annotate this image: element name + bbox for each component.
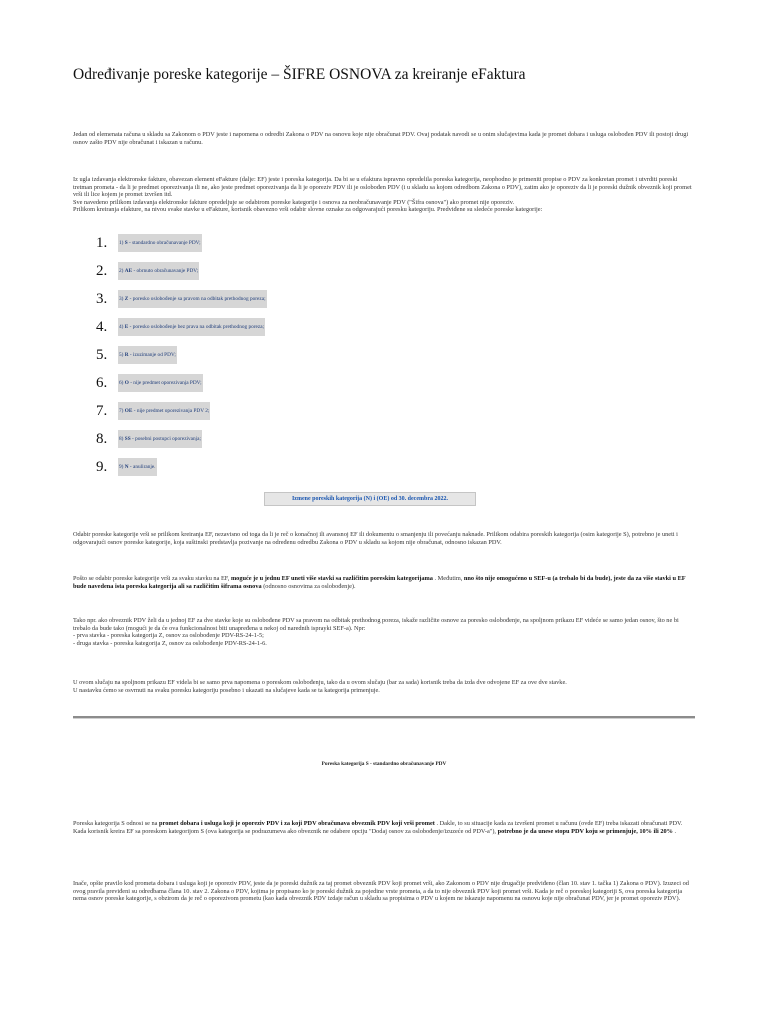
category-selection-paragraph: Odabir poreske kategorije vrši se prilikom kreiranja EF, nezavisno od toga da li je reč o konačnoj ili avansnoj EF ili dokumentu o smanjenju ili povećanju naknade. Prilikom odabira poreskih kategorija (osim kategorije S), potrebno je uneti i odgovarajući osnov poreske kategorije, koja suštinski predstavlja pozivanje na određenu odredbu Zakona o PDV u skladu sa kojom nije obračunat, odnosno iskazan PDV. [73, 531, 678, 546]
multiple-items-bold-1: moguće je u jednu EF uneti više stavki sa različitim poreskim kategorijama [230, 575, 433, 582]
multiple-items-text-2: . Međutim, [432, 575, 464, 582]
category-prefix: 6) [119, 380, 124, 386]
page-title: Određivanje poreske kategorije – ŠIFRE OSNOVA za kreiranje eFaktura [73, 66, 526, 83]
category-code: Z [124, 296, 129, 302]
multiple-items-text-1: Pošto se odabir poreske kategorije vrši za svaku stavku na EF, [73, 575, 231, 582]
category-description: - anuliranje. [129, 464, 156, 470]
tax-category-link[interactable] [118, 290, 267, 308]
e-invoice-text-2: Sve navedeno prilikom izdavanja elektronske fakture opredeljuje se odabirom poreske kategorije i osnova za neobračunavanje PDV ("Šifra osnova") ako promet nije oporeziv. [73, 198, 515, 206]
category-description: - obrnuto obračunavanje PDV; [133, 268, 199, 274]
category-code: R [124, 352, 129, 358]
e-invoice-paragraph [73, 176, 695, 214]
tax-category-link[interactable] [118, 318, 265, 336]
list-number: 5. [96, 346, 108, 363]
e-invoice-text-1: Iz ugla izdavanja elektronske fakture, obavezan element eFakture (dalje: EF) jeste i poreska kategorija. Da bi se u efaktura ispravno opredelila poreska kategorija, neophodno je primeniti propise o PDV za konkretan promet i utvrditi poreski tretman prometa - da li je predmet oporezivanja ili ne, ako jeste predmet oporezivanja da li je oporeziv PDV ili je oslobođen PDV (i u skladu sa kojom odredbom Zakona o PDV), zatim ako je oporeziv da li je poreski dužnik obveznik koji promet vrši ili lice kojem je promet izvršen itd. [73, 176, 692, 199]
category-code: OE [124, 408, 133, 414]
amendment-link[interactable]: Izmene poreskih kategorija (N) i (OE) od 30. decembra 2022. [264, 492, 476, 506]
category-prefix: 4) [119, 324, 124, 330]
category-description: - poresko oslobođenje sa pravom na odbitak prethodnog poreza; [129, 296, 266, 302]
example-text-2: - prva stavka - poreska kategorija Z, osnov za oslobođenje PDV-RS-24-1-5; [73, 632, 264, 640]
section-divider [73, 716, 695, 719]
conclusion-text-1: U ovom slučaju na spoljnom prikazu EF videla bi se samo prva napomena o poreskom oslobođenju, tako da u ovom slučaju (bar za sada) korisnik treba da izda dve odvojene EF za ove dve stavke. [73, 679, 567, 686]
category-description: - izuzimanje od PDV; [129, 352, 176, 358]
category-description: - standardno obračunavanje PDV; [129, 240, 201, 246]
tax-category-item [96, 397, 267, 425]
category-code: N [124, 464, 129, 470]
list-number: 6. [96, 374, 108, 391]
category-code: O [124, 380, 129, 386]
list-number: 9. [96, 458, 108, 475]
category-prefix: 1) [119, 240, 124, 246]
category-description: - nije predmet oporezivanja PDV 2; [133, 408, 210, 414]
tax-category-item [96, 369, 267, 397]
tax-category-link[interactable] [118, 234, 202, 252]
list-number: 3. [96, 290, 108, 307]
category-description: - posebni postupci oporezivanja; [131, 436, 201, 442]
list-number: 4. [96, 318, 108, 335]
tax-category-link[interactable] [118, 346, 177, 364]
category-s-text-2: . Dakle, to su situacije kada za izvršeni promet u računu (ovde EF) treba iskazati obračunati PDV. [434, 820, 683, 827]
category-s-paragraph [73, 820, 695, 835]
list-number: 1. [96, 234, 108, 251]
general-rule-paragraph: Inače, opšte pravilo kod prometa dobara i usluga koji je oporeziv PDV, jeste da je poreski dužnik za taj promet obveznik PDV koji promet vrši, ako Zakonom o PDV nije drugačije predviđeno (član 10. stav 1. tačka 1) Zakona o PDV). Izuzeci od ovog pravila previđeni su odredbama člana 10. stav 2. Zakona o PDV, kojima je propisano ko je poreski dužnik za pojedine vrste prometa, a da to nije obveznik PDV koji promet vrši. Kada je reč o poreskoj kategoriji S, ova poreska kategorija nema osnov poreske kategorije, s obzirom da je reč o oporezivom prometu (kao kada obveznik PDV izdaje račun u skladu sa propisima o PDV u kojem ne iskazuje napomenu na osnovu koje nije obračunat PDV, jer je promet oporeziv PDV). [73, 880, 689, 903]
category-s-text-4: . [672, 827, 677, 835]
category-code: AE [124, 268, 133, 274]
list-number: 8. [96, 430, 108, 447]
tax-category-link[interactable] [118, 374, 203, 392]
category-code: SS [124, 436, 131, 442]
multiple-items-paragraph [73, 575, 695, 590]
category-prefix: 7) [119, 408, 124, 414]
category-prefix: 9) [119, 464, 124, 470]
category-prefix: 3) [119, 296, 124, 302]
tax-category-item [96, 285, 267, 313]
tax-category-item [96, 453, 267, 481]
tax-category-list [96, 229, 267, 481]
list-number: 7. [96, 402, 108, 419]
conclusion-paragraph [73, 679, 695, 694]
category-description: - poresko oslobođenje bez prava na odbitak prethodnog poreza; [129, 324, 265, 330]
category-prefix: 5) [119, 352, 124, 358]
category-code: E [124, 324, 129, 330]
tax-category-item [96, 313, 267, 341]
category-s-bold-1: promet dobara i usluga koji je oporeziv PDV i za koji PDV obračunava obveznik PDV koji vrši promet [159, 820, 435, 827]
multiple-items-bold-2: nno što nije omogućeno u SEF-u (a trebalo bi da bude), jeste da za više stavki u EF bude navedena ista poreska kategorija ali sa različitim šiframa osnova [73, 575, 686, 590]
tax-category-item [96, 257, 267, 285]
tax-category-link[interactable] [118, 458, 157, 476]
category-prefix: 8) [119, 436, 124, 442]
conclusion-text-2: U nastavku ćemo se osvrnuti na svaku poresku kategoriju posebno i ukazati na slučajeve kada se ta kategorija primenjuje. [73, 686, 380, 694]
example-text-1: Tako npr. ako obveznik PDV želi da u jednoj EF za dve stavke koje su oslobođene PDV sa pravom na odbitak prethodnog poreza, iskaže različite osnove za poresko oslobođenje, na spoljnom prikazu EF videće se samo jedan osnov, što ne bi trebalo da bude tako (mogući je da će ova funkcionalnost biti unapređena u nekoj od narednih isprayki SEF-a). Npr: [73, 617, 679, 632]
category-s-bold-2: potrebno je da unese stopu PDV koju se primenjuje, 10% ili 20% [497, 827, 673, 835]
example-text-3: - druga stavka - poreska kategorija Z, osnov za oslobođenje PDV-RS-24-1-6. [73, 639, 267, 647]
example-paragraph [73, 617, 695, 647]
section-heading: Poreska kategorija S - standardno obračunavanje PDV [321, 761, 447, 767]
category-code: S [124, 240, 128, 246]
category-s-text-3: Kada korisnik kreira EF sa poreskom kategorijom S (ova kategorija se podrazumeva ako obveznik ne odabere opciju "Dodaj osnov za oslobođenje/izuzeće od PDV-a"), [73, 827, 498, 835]
tax-category-item [96, 341, 267, 369]
multiple-items-text-3: (odnosno osnovima za oslobođenje). [261, 582, 356, 590]
category-s-text-1: Poreska kategorija S odnosi se na [73, 820, 160, 827]
tax-category-link[interactable] [118, 430, 202, 448]
tax-category-link[interactable] [118, 262, 199, 280]
category-description: - nije predmet oporezivanja PDV; [130, 380, 202, 386]
tax-category-link[interactable] [118, 402, 210, 420]
e-invoice-text-3: Prilikom kreiranja efakture, na nivou svake stavke u eFakture, korisnik obavezno vrši odabir slovne oznake za odgovarajući poresku kategoriju. Predviđene su sledeće poreske kategorije: [73, 206, 543, 214]
tax-category-item [96, 425, 267, 453]
list-number: 2. [96, 262, 108, 279]
category-prefix: 2) [119, 268, 124, 274]
intro-paragraph: Jedan od elemenata računa u skladu sa Zakonom o PDV jeste i napomena o odredbi Zakona o PDV na osnovu koje nije obračunat PDV. Ovaj podatak navodi se u onim slučajevima kada je promet dobara i usluga oslobođen PDV ili postoji drugi osnov zašto PDV nije obračunat i iskazan u računu. [73, 131, 689, 146]
tax-category-item [96, 229, 267, 257]
